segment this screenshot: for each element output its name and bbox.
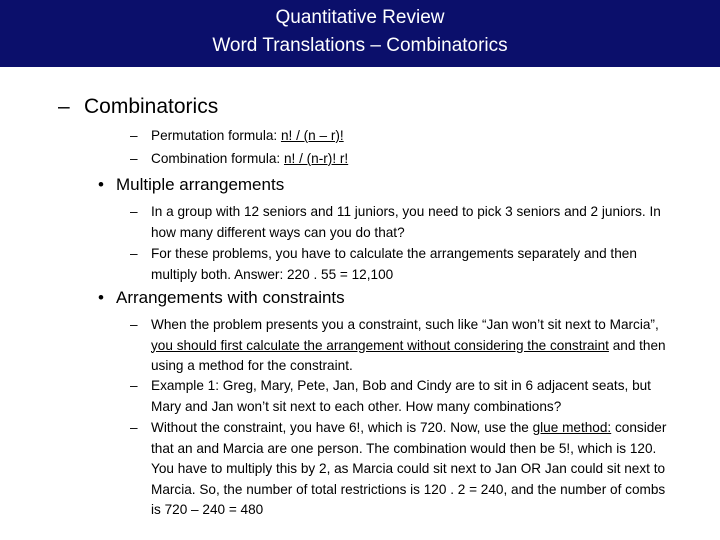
sub-item (130, 315, 670, 377)
bullet-marker: • (98, 288, 104, 307)
bullet-text: Arrangements with constraints (116, 288, 345, 307)
dash-marker: – (130, 378, 138, 393)
formula-expression: n! / (n-r)! r! (283, 151, 349, 166)
dash-marker: – (130, 204, 138, 219)
text-run: When the problem presents you a constraint, such like “Jan won’t sit next to Marcia”, (151, 317, 659, 332)
bullet-item (98, 175, 284, 195)
sub-item (130, 418, 670, 521)
formula-label: Combination formula: (151, 151, 284, 166)
dash-marker: – (130, 246, 138, 261)
text-run: Without the constraint, you have 6!, which is 720. Now, use the (151, 420, 533, 435)
underlined-text: you should first calculate the arrangement without considering the constraint (151, 337, 609, 353)
underlined-text: glue method: (532, 420, 612, 435)
dash-marker: – (130, 420, 138, 435)
text-run: and then using a method for the constraint. (151, 337, 666, 373)
sub-item (130, 244, 670, 285)
text-run: consider that an and Marcia are one person. The combination would then be 5!, which is 120. You have to multiply this by 2, as Marcia could sit next to Jan OR Jan could sit next to Marcia. So, the number of total restrictions is 120 . 2 = 240, and the number of combs is 720 – 240 = 480 (151, 420, 667, 517)
title-banner (0, 0, 720, 67)
dash-marker: – (130, 151, 138, 166)
dash-marker: – (130, 128, 138, 143)
sub-item-text: For these problems, you have to calculate the arrangements separately and then multiply both. Answer: 220 . 55 = 12,100 (151, 246, 637, 282)
dash-marker: – (58, 95, 70, 118)
heading-text: Combinatorics (84, 95, 219, 118)
formula-label: Permutation formula: (151, 128, 281, 143)
sub-item-text (151, 418, 670, 521)
sub-item (130, 376, 670, 417)
sub-item-text: Example 1: Greg, Mary, Pete, Jan, Bob and Cindy are to sit in 6 adjacent seats, but Mary and Jan won’t sit next to each other. How many combinations? (151, 378, 651, 414)
bullet-item (98, 288, 345, 308)
bullet-text: Multiple arrangements (116, 175, 285, 194)
formula-item (130, 126, 344, 146)
bullet-marker: • (98, 175, 104, 194)
dash-marker: – (130, 317, 138, 332)
page-subtitle: Word Translations – Combinatorics (212, 35, 508, 56)
sub-item (130, 202, 670, 243)
sub-item-text: In a group with 12 seniors and 11 juniors, you need to pick 3 seniors and 2 juniors. In how many different ways can you do that? (151, 204, 661, 240)
formula-expression: n! / (n – r)! (280, 128, 344, 143)
section-heading (58, 95, 218, 119)
page-title: Quantitative Review (275, 7, 445, 28)
sub-item-text (151, 315, 670, 377)
formula-item (130, 149, 348, 169)
